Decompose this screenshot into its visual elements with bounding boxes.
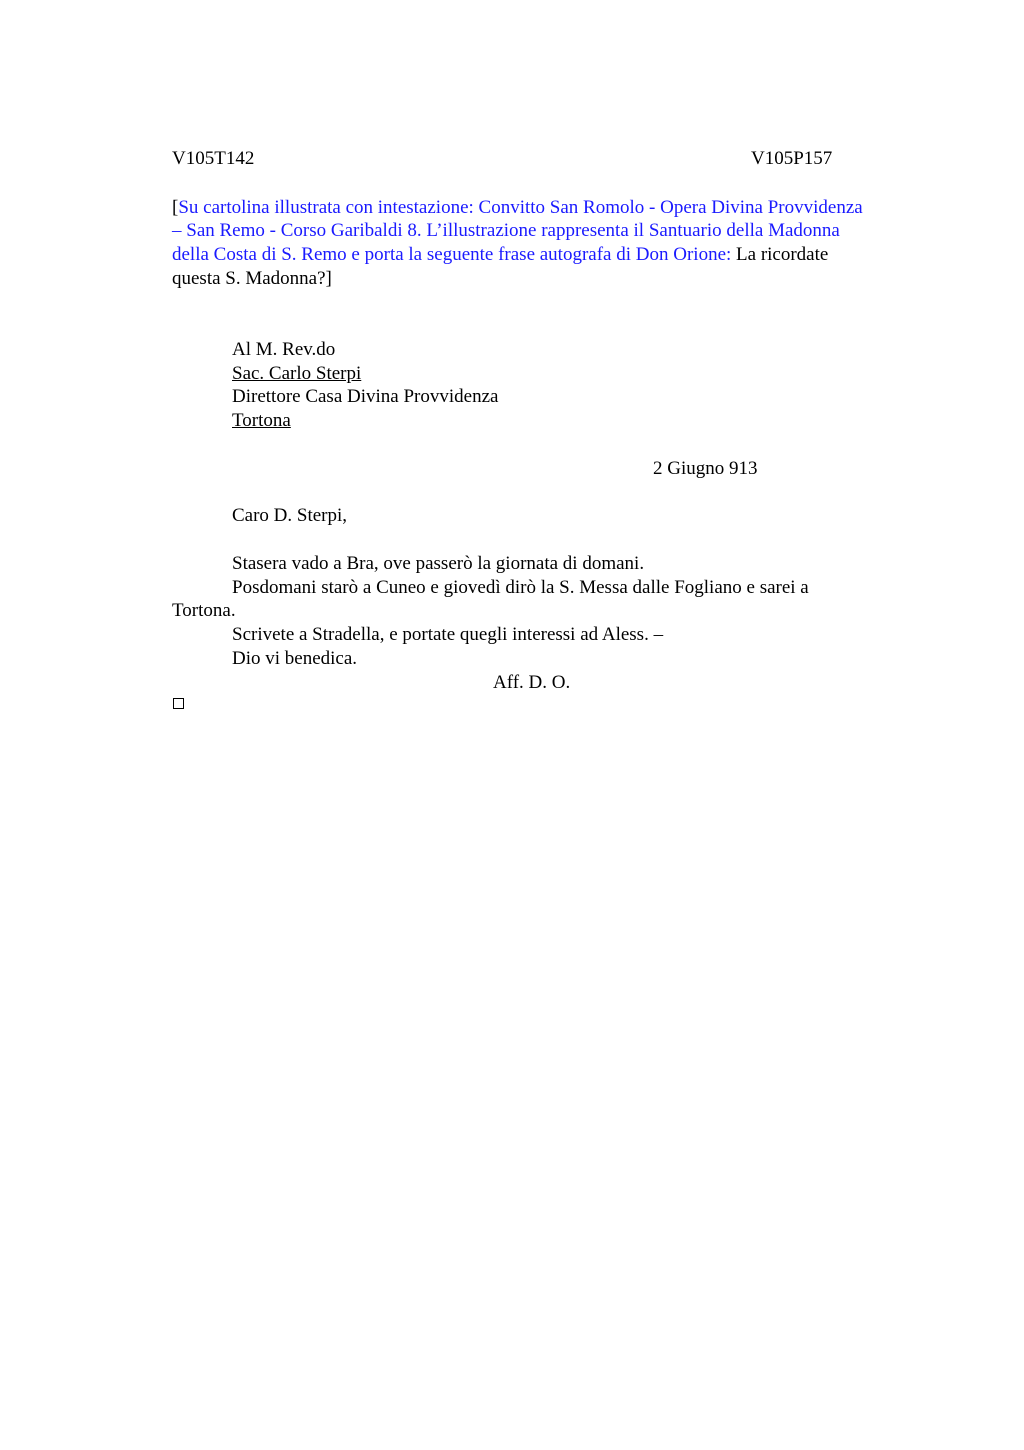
- note-blue-text-1: Su cartolina illustrata con intestazione: Convitto San Romolo - Opera Divina Provvidenza: [178, 197, 863, 218]
- address-line-1: Al M. Rev.do: [232, 339, 336, 360]
- body-line-3: Scrivete a Stradella, e portate quegli interessi ad Aless. –: [232, 624, 664, 645]
- note-black-text-3: La ricordate: [731, 244, 829, 265]
- body-line-1: Stasera vado a Bra, ove passerò la giornata di domani.: [232, 553, 645, 574]
- right-reference-code: V105P157: [751, 148, 833, 169]
- note-black-text-4: questa S. Madonna?]: [172, 268, 332, 289]
- address-city: Tortona: [232, 410, 291, 431]
- note-open-bracket: [: [172, 197, 179, 218]
- checkbox-square-icon: [173, 698, 184, 709]
- note-line-1: [172, 196, 863, 219]
- address-line-3: Direttore Casa Divina Provvidenza: [232, 386, 499, 407]
- note-blue-text-3: della Costa di S. Remo e porta la seguente frase autografa di Don Orione:: [172, 244, 732, 265]
- body-line-2-continued: Tortona.: [172, 600, 236, 621]
- signature: Aff. D. O.: [493, 672, 571, 693]
- address-recipient-name: Sac. Carlo Sterpi: [232, 363, 362, 384]
- body-line-2: Posdomani starò a Cuneo e giovedì dirò la S. Messa dalle Fogliano e sarei a: [232, 577, 809, 598]
- letter-date: 2 Giugno 913: [653, 458, 758, 479]
- salutation: Caro D. Sterpi,: [232, 505, 348, 526]
- note-line-3: [172, 243, 828, 266]
- body-line-4: Dio vi benedica.: [232, 648, 358, 669]
- left-reference-code: V105T142: [172, 148, 255, 169]
- note-blue-text-2: – San Remo - Corso Garibaldi 8. L’illustrazione rappresenta il Santuario della Madonna: [172, 220, 840, 241]
